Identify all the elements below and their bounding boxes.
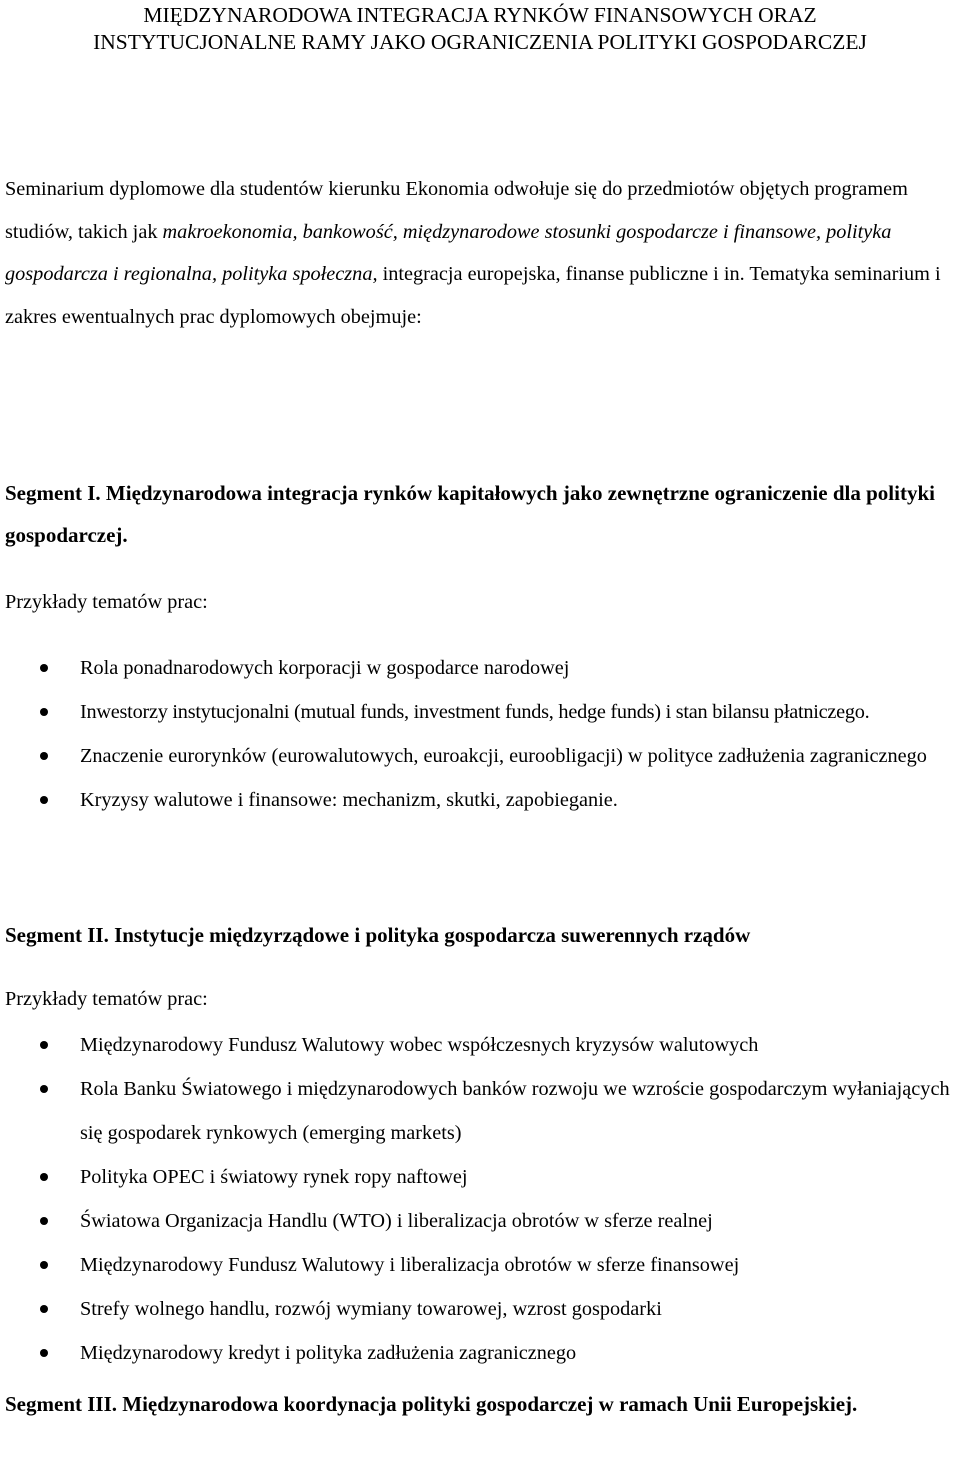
bullet-icon <box>40 752 48 760</box>
bullet-icon <box>40 1349 48 1357</box>
segment-3-heading: Segment III. Międzynarodowa koordynacja polityki gospodarczej w ramach Unii Europejskiej. <box>5 1392 858 1416</box>
bullet-icon <box>40 1305 48 1313</box>
list-item: Inwestorzy instytucjonalni (mutual funds, investment funds, hedge funds) i stan bilansu płatniczego. <box>0 690 960 734</box>
list-item: Rola Banku Światowego i międzynarodowych banków rozwoju we wzroście gospodarczym wyłaniających się gospodarek rynkowych (emerging markets) <box>0 1067 960 1155</box>
segment-2-examples-label: Przykłady tematów prac: <box>5 988 208 1010</box>
segment-2-heading: Segment II. Instytucje międzyrządowe i polityka gospodarcza suwerennych rządów <box>5 923 751 947</box>
segment-1-topic-list <box>0 646 960 822</box>
list-item: Polityka OPEC i światowy rynek ropy naftowej <box>0 1155 960 1199</box>
intro-text-2: integracja europejska, finanse publiczne i in. Tematyka seminarium i zakres ewentualnych prac dyplomowych obejmuje: <box>5 263 941 328</box>
title-line-1: MIĘDZYNARODOWA INTEGRACJA RYNKÓW FINANSOWYCH ORAZ <box>143 3 817 27</box>
bullet-icon <box>40 796 48 804</box>
bullet-icon <box>40 1261 48 1269</box>
bullet-icon <box>40 708 48 716</box>
list-item: Międzynarodowy Fundusz Walutowy wobec współczesnych kryzysów walutowych <box>0 1023 960 1067</box>
segment-1-examples-label: Przykłady tematów prac: <box>5 591 208 613</box>
intro-paragraph <box>5 168 955 338</box>
bullet-icon <box>40 1217 48 1225</box>
title-line-2: INSTYTUCJONALNE RAMY JAKO OGRANICZENIA POLITYKI GOSPODARCZEJ <box>93 30 867 54</box>
bullet-icon <box>40 1173 48 1181</box>
list-item: Międzynarodowy kredyt i polityka zadłużenia zagranicznego <box>0 1331 960 1375</box>
segment-2-topic-list <box>0 1023 960 1375</box>
list-item: Strefy wolnego handlu, rozwój wymiany towarowej, wzrost gospodarki <box>0 1287 960 1331</box>
list-item: Międzynarodowy Fundusz Walutowy i liberalizacja obrotów w sferze finansowej <box>0 1243 960 1287</box>
list-item: Znaczenie eurorynków (eurowalutowych, euroakcji, euroobligacji) w polityce zadłużenia zagranicznego <box>0 734 960 778</box>
intro-text-1: Seminarium dyplomowe dla studentów kierunku Ekonomia odwołuje się do przedmiotów objętych programem studiów, takich jak <box>5 178 908 243</box>
bullet-icon <box>40 664 48 672</box>
list-item: Kryzysy walutowe i finansowe: mechanizm, skutki, zapobieganie. <box>0 778 960 822</box>
bullet-icon <box>40 1041 48 1049</box>
segment-1-heading: Segment I. Międzynarodowa integracja rynków kapitałowych jako zewnętrzne ograniczenie dla polityki gospodarczej. <box>5 481 935 547</box>
intro-italic-subjects: makroekonomia, bankowość, międzynarodowe stosunki gospodarcze i finansowe, polityka gospodarcza i regionalna, polityka społeczna, <box>5 220 892 285</box>
list-item: Światowa Organizacja Handlu (WTO) i liberalizacja obrotów w sferze realnej <box>0 1199 960 1243</box>
list-item: Rola ponadnarodowych korporacji w gospodarce narodowej <box>0 646 960 690</box>
document-title <box>0 2 960 56</box>
bullet-icon <box>40 1085 48 1093</box>
